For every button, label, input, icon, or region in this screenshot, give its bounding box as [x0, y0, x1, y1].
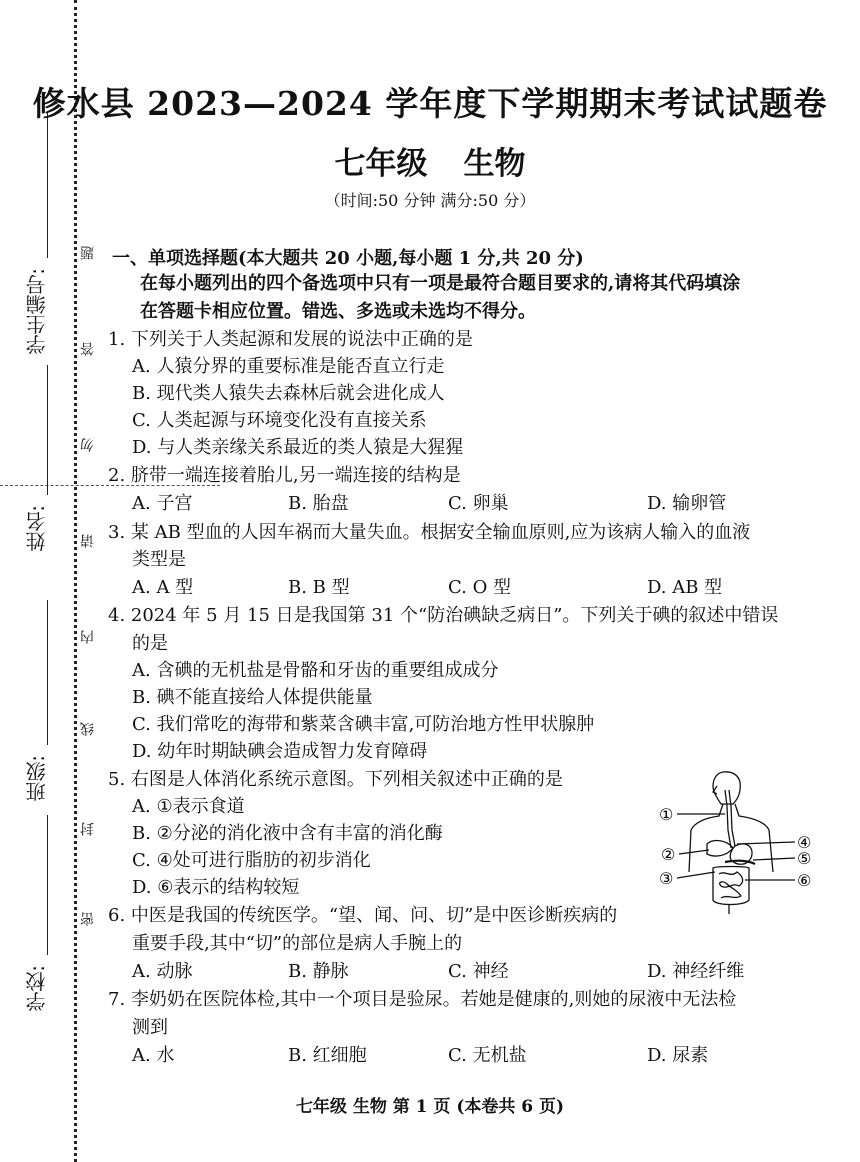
question-2-option[interactable]: C. 卵巢 — [448, 493, 509, 514]
question-6-option[interactable]: C. 神经 — [448, 961, 509, 982]
question-1-option[interactable]: B. 现代类人猿失去森林后就会进化成人 — [132, 383, 445, 404]
grade-text: 七年级 — [334, 146, 428, 182]
question-6-stem: 重要手段,其中“切”的部位是病人手腕上的 — [132, 933, 463, 954]
diagram-label: ③ — [659, 869, 674, 888]
question-6-option[interactable]: A. 动脉 — [132, 961, 193, 982]
seal-char: 密 — [78, 912, 100, 926]
subject-text: 生物 — [463, 146, 526, 182]
diagram-label: ⑤ — [797, 849, 812, 868]
question-6-stem: 6. 中医是我国的传统医学。“望、闻、问、切”是中医诊断疾病的 — [108, 905, 618, 926]
question-1-option[interactable]: D. 与人类亲缘关系最近的类人猿是大猩猩 — [132, 437, 464, 458]
question-1-option[interactable]: C. 人类起源与环境变化没有直接关系 — [132, 410, 427, 431]
seal-char: 题 — [78, 246, 100, 260]
question-5-option[interactable]: C. ④处可进行脂肪的初步消化 — [132, 850, 371, 871]
question-1-stem: 1. 下列关于人类起源和发展的说法中正确的是 — [108, 329, 473, 350]
question-5-stem: 5. 右图是人体消化系统示意图。下列相关叙述中正确的是 — [108, 769, 563, 790]
school-label: 学校: — [25, 965, 49, 1012]
exam-title: 修水县 2023—2024 学年度下学期期末考试试题卷 — [32, 84, 828, 123]
class-field[interactable] — [47, 600, 48, 745]
instruction-line: 在答题卡相应位置。错选、多选或未选均不得分。 — [140, 301, 536, 322]
question-6-option[interactable]: D. 神经纤维 — [647, 961, 745, 982]
seal-char: 请 — [78, 534, 100, 548]
question-5-option[interactable]: D. ⑥表示的结构较短 — [132, 877, 300, 898]
question-1-option[interactable]: A. 人猿分界的重要标准是能否直立行走 — [132, 356, 445, 377]
question-7-option[interactable]: C. 无机盐 — [448, 1045, 527, 1066]
question-7-stem: 测到 — [132, 1017, 168, 1038]
diagram-label: ⑥ — [797, 871, 812, 890]
question-6-option[interactable]: B. 静脉 — [288, 961, 349, 982]
school-field[interactable] — [47, 815, 48, 955]
page-footer: 七年级 生物 第 1 页 (本卷共 6 页) — [295, 1097, 565, 1117]
diagram-label: ④ — [797, 833, 812, 852]
exam-subtitle — [0, 138, 860, 183]
section-heading: 一、单项选择题(本大题共 20 小题,每小题 1 分,共 20 分) — [112, 248, 584, 269]
instruction-line: 在每小题列出的四个备选项中只有一项是最符合题目要求的,请将其代码填涂 — [140, 273, 741, 294]
question-2-option[interactable]: B. 胎盘 — [288, 493, 349, 514]
seal-char: 内 — [78, 630, 100, 644]
question-5-option[interactable]: A. ①表示食道 — [132, 796, 245, 817]
student-id-field[interactable] — [47, 112, 48, 258]
seal-char: 答 — [78, 342, 100, 356]
question-3-stem: 3. 某 AB 型血的人因车祸而大量失血。根据安全输血原则,应为该病人输入的血液 — [108, 522, 751, 543]
question-4-stem: 的是 — [132, 633, 168, 654]
seal-char: 封 — [78, 822, 100, 836]
question-3-option[interactable]: B. B 型 — [288, 577, 350, 598]
question-2-option[interactable]: D. 输卵管 — [647, 493, 727, 514]
question-7-stem: 7. 李奶奶在医院体检,其中一个项目是验尿。若她是健康的,则她的尿液中无法检 — [108, 989, 737, 1010]
question-3-option[interactable]: A. A 型 — [132, 577, 194, 598]
question-5-option[interactable]: B. ②分泌的消化液中含有丰富的消化酶 — [132, 823, 443, 844]
question-2-option[interactable]: A. 子宫 — [132, 493, 193, 514]
question-7-option[interactable]: A. 水 — [132, 1045, 175, 1066]
question-4-stem: 4. 2024 年 5 月 15 日是我国第 31 个“防治碘缺乏病日”。下列关于碘的叙述中错误 — [108, 605, 779, 626]
question-2-stem: 2. 脐带一端连接着胎儿,另一端连接的结构是 — [108, 465, 461, 486]
name-field[interactable] — [47, 365, 48, 495]
class-label: 班级: — [25, 755, 49, 802]
question-4-option[interactable]: D. 幼年时期缺碘会造成智力发育障碍 — [132, 741, 428, 762]
question-3-option[interactable]: C. O 型 — [448, 577, 512, 598]
diagram-label: ② — [661, 845, 676, 864]
student-id-label: 学生编号: — [25, 268, 49, 355]
diagram-label: ① — [659, 805, 674, 824]
question-3-option[interactable]: D. AB 型 — [647, 577, 723, 598]
question-7-option[interactable]: D. 尿素 — [647, 1045, 709, 1066]
time-info: （时间:50 分钟 满分:50 分） — [324, 191, 536, 210]
question-4-option[interactable]: A. 含碘的无机盐是骨骼和牙齿的重要组成成分 — [132, 660, 499, 681]
seal-char: 线 — [78, 722, 100, 736]
question-3-stem: 类型是 — [132, 549, 186, 570]
question-4-option[interactable]: C. 我们常吃的海带和紫菜含碘丰富,可防治地方性甲状腺肿 — [132, 714, 595, 735]
question-4-option[interactable]: B. 碘不能直接给人体提供能量 — [132, 687, 373, 708]
name-label: 姓名: — [25, 505, 49, 552]
digestive-system-diagram — [655, 768, 820, 920]
seal-char: 勿 — [78, 438, 100, 452]
question-7-option[interactable]: B. 红细胞 — [288, 1045, 367, 1066]
